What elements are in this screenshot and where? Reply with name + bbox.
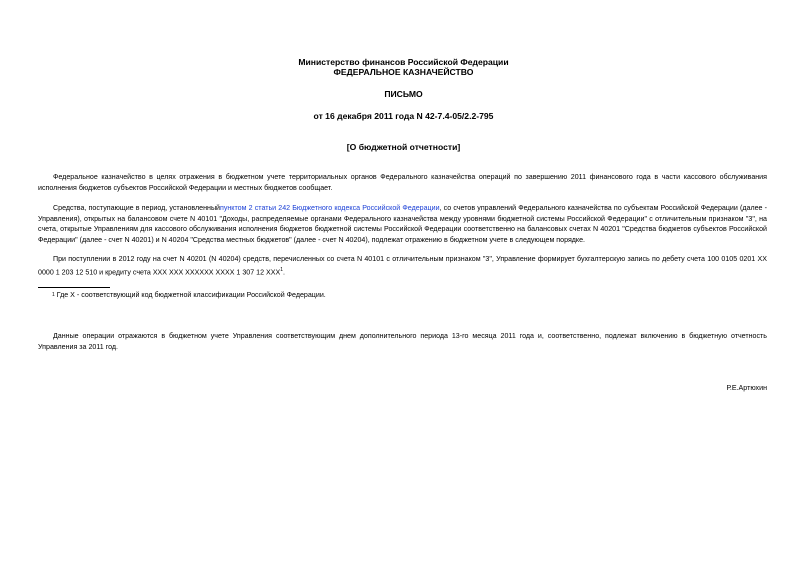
signature: Р.Е.Артюхин bbox=[726, 384, 767, 392]
footnote-marker: 1 bbox=[52, 292, 55, 298]
document-date-number: от 16 декабря 2011 года N 42-7.4-05/2.2-795 bbox=[313, 111, 494, 121]
footnote bbox=[52, 290, 326, 300]
paragraph-1: Федеральное казначейство в целях отражения в бюджетном учете территориальных органов Федерального казначейства операций по завершению 2011 финансового года в части кассового обслуживания исполнения бюджетов субъектов Российской Федерации и местных бюджетов сообщает. bbox=[38, 173, 767, 192]
paragraph-3 bbox=[38, 254, 767, 278]
paragraph-2-end: , со счетов управлений Федерального казначейства по субъектам Российской Федерации (далее - Управления), открытых на балансовом счете N 40101 "Доходы, распределяемые органами Федерального казначейства между уровнями бюджетной системы Российской Федерации" с отличительным признаком "3", на счета, открытые Управлениям для кассового обслуживания исполнения бюджетов бюджетной системы Российской Федерации соответственно на балансовых счетах N 40201 "Средства бюджетов субъектов Российской Федерации" (далее - счет N 40201) и N 40204 "Средства местных бюджетов" (далее - счет N 40204), подлежат отражению в бюджетном учете в следующем порядке. bbox=[38, 204, 767, 244]
budget-code-link[interactable]: пунктом 2 статьи 242 Бюджетного кодекса Российской Федерации bbox=[220, 204, 440, 212]
footnote-text: Где X - соответствующий код бюджетной классификации Российской Федерации. bbox=[56, 291, 326, 299]
paragraph-2-start: Средства, поступающие в период, установленный bbox=[53, 204, 220, 212]
footnote-divider bbox=[38, 287, 110, 288]
paragraph-3-end: . bbox=[282, 267, 285, 276]
ministry-title: Министерство финансов Российской Федерации bbox=[298, 57, 509, 67]
agency-title: ФЕДЕРАЛЬНОЕ КАЗНАЧЕЙСТВО bbox=[333, 67, 474, 77]
paragraph-4: Данные операции отражаются в бюджетном учете Управления соответствующим днем дополнительного периода 13-го месяца 2011 года и, соответственно, подлежат включению в бюджетную отчетность Управления за 2011 год. bbox=[38, 332, 767, 351]
paragraph-2 bbox=[38, 203, 767, 245]
footnote-reference: 1 bbox=[280, 266, 283, 273]
document-type: ПИСЬМО bbox=[384, 89, 423, 99]
document-subject: [О бюджетной отчетности] bbox=[346, 142, 461, 152]
paragraph-3-text: При поступлении в 2012 году на счет N 40201 (N 40204) средств, перечисленных со счета N 40101 с отличительным признаком "3", Управление формирует бухгалтерскую запись по дебету счета 100 0105 0201 XX 0000 1 203 12 510 и кредиту счета XXX XXX XXXXXX XXXX 1 307 12 XXX bbox=[38, 255, 767, 276]
